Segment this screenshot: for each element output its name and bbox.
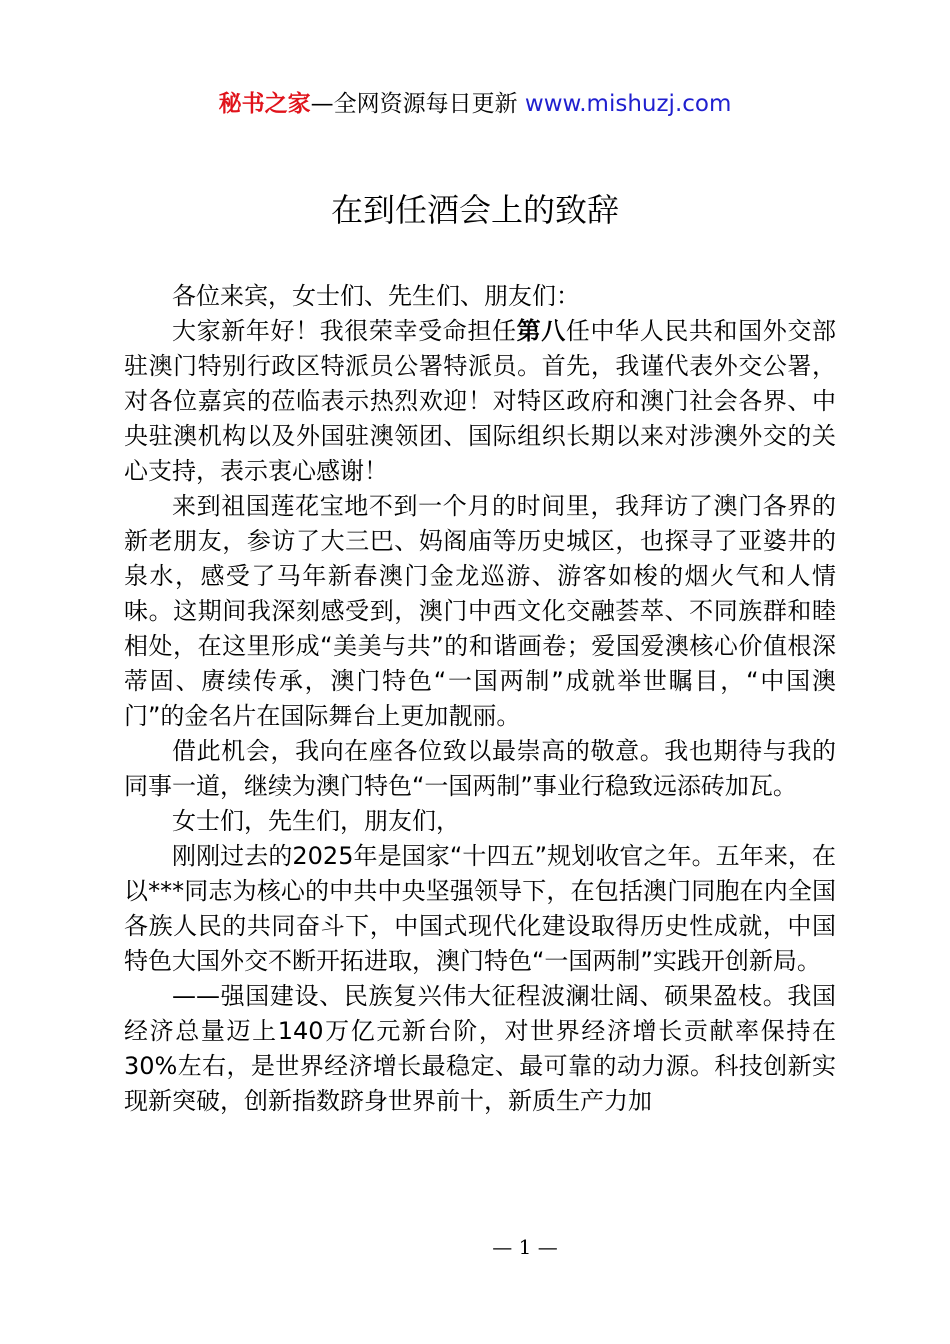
opening-text-before: 大家新年好！我很荣幸受命担任	[172, 317, 517, 345]
body-paragraph: 刚刚过去的2025年是国家“十四五”规划收官之年。五年来，在以***同志为核心的中共中央坚强领导下，在包括澳门同胞在内全国各族人民的共同奋斗下，中国式现代化建设取得历史性成就，中国特色大国外交不断开拓进取，澳门特色“一国两制”实践开创新局。	[124, 842, 836, 975]
page-number: — 1 —	[492, 1235, 558, 1259]
site-url-link[interactable]: www.mishuzj.com	[524, 91, 732, 117]
site-header	[0, 88, 950, 120]
body-paragraph: 来到祖国莲花宝地不到一个月的时间里，我拜访了澳门各界的新老朋友，参访了大三巴、妈阁庙等历史城区，也探寻了亚婆井的泉水，感受了马年新春澳门金龙巡游、游客如梭的烟火气和人情味。这期间我深刻感受到，澳门中西文化交融荟萃、不同族群和睦相处，在这里形成“美美与共”的和谐画卷；爱国爱澳核心价值根深蒂固、赓续传承，澳门特色“一国两制”成就举世瞩目，“中国澳门”的金名片在国际舞台上更加靓丽。	[124, 492, 836, 730]
body-paragraph: 借此机会，我向在座各位致以最崇高的敬意。我也期待与我的同事一道，继续为澳门特色“一国两制”事业行稳致远添砖加瓦。	[124, 737, 836, 800]
document-body	[124, 279, 836, 1119]
salutation-paragraph: 各位来宾，女士们、先生们、朋友们：	[172, 282, 580, 310]
brand-name: 秘书之家	[218, 91, 311, 117]
header-tagline: —全网资源每日更新	[310, 91, 525, 117]
salutation-paragraph: 女士们，先生们，朋友们，	[172, 807, 460, 835]
document-title: 在到任酒会上的致辞	[330, 191, 619, 229]
body-paragraph: ——强国建设、民族复兴伟大征程波澜壮阔、硕果盈枝。我国经济总量迈上140万亿元新台阶，对世界经济增长贡献率保持在30%左右，是世界经济增长最稳定、最可靠的动力源。科技创新实现新突破，创新指数跻身世界前十，新质生产力加	[124, 982, 836, 1115]
opening-text-after: 任中华人民共和国外交部驻澳门特别行政区特派员公署特派员。首先，我谨代表外交公署，对各位嘉宾的莅临表示热烈欢迎！对特区政府和澳门社会各界、中央驻澳机构以及外国驻澳领团、国际组织长期以来对涉澳外交的关心支持，表示衷心感谢！	[124, 317, 837, 485]
opening-text-bold: 第八	[516, 317, 566, 345]
opening-paragraph	[124, 314, 836, 489]
